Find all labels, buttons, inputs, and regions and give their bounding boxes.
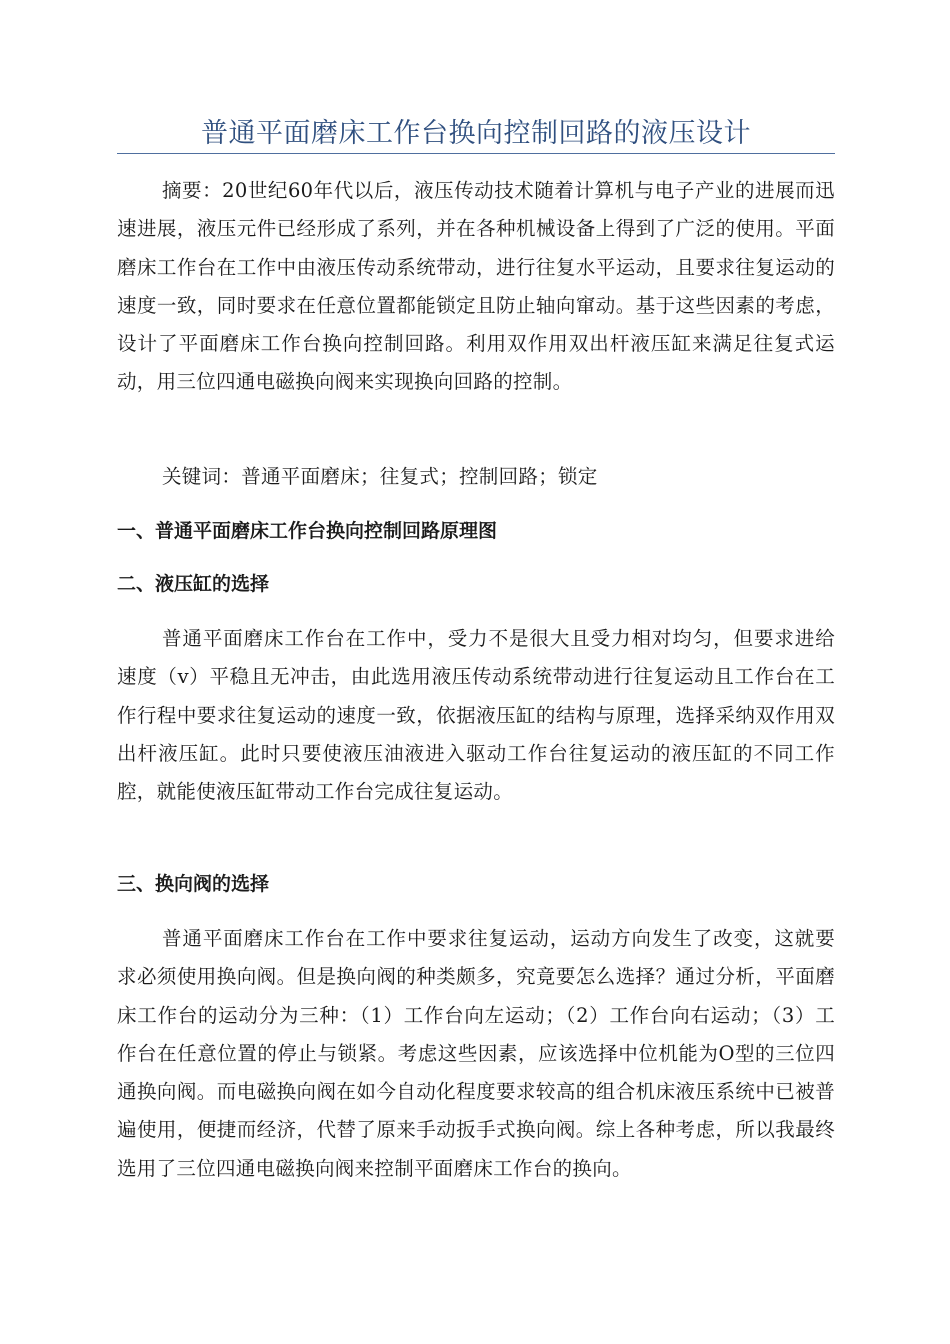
section-2-body: 普通平面磨床工作台在工作中，受力不是很大且受力相对均匀，但要求进给速度（v）平稳且无冲击，由此选用液压传动系统带动进行往复运动且工作台在工作行程中要求往复运动的速度一致，依据液压缸的结构与原理，选择采纳双作用双出杆液压缸。此时只要使液压油液进入驱动工作台往复运动的液压缸的不同工作腔，就能使液压缸带动工作台完成往复运动。 (117, 627, 835, 804)
keywords-paragraph: 关键词：普通平面磨床；往复式；控制回路；锁定 (162, 465, 598, 488)
abstract-paragraph: 摘要：20世纪60年代以后，液压传动技术随着计算机与电子产业的进展而迅速进展，液压元件已经形成了系列，并在各种机械设备上得到了广泛的使用。平面磨床工作台在工作中由液压传动系统带动，进行往复水平运动，且要求往复运动的速度一致，同时要求在任意位置都能锁定且防止轴向窜动。基于这些因素的考虑，设计了平面磨床工作台换向控制回路。利用双作用双出杆液压缸来满足往复式运动，用三位四通电磁换向阀来实现换向回路的控制。 (117, 179, 835, 394)
section-2-heading: 二、液压缸的选择 (117, 573, 270, 595)
title-underline (117, 153, 835, 154)
section-1-heading: 一、普通平面磨床工作台换向控制回路原理图 (117, 520, 498, 542)
section-3-body: 普通平面磨床工作台在工作中要求往复运动，运动方向发生了改变，这就要求必须使用换向阀。但是换向阀的种类颇多，究竟要怎么选择？通过分析，平面磨床工作台的运动分为三种：（1）工作台向左运动；（2）工作台向右运动；（3）工作台在任意位置的停止与锁紧。考虑这些因素，应该选择中位机能为O型的三位四通换向阀。而电磁换向阀在如今自动化程度要求较高的组合机床液压系统中已被普遍使用，便捷而经济，代替了原来手动扳手式换向阀。综上各种考虑，所以我最终选用了三位四通电磁换向阀来控制平面磨床工作台的换向。 (117, 927, 835, 1180)
document-title: 普通平面磨床工作台换向控制回路的液压设计 (201, 118, 751, 149)
section-3-heading: 三、换向阀的选择 (117, 873, 270, 895)
